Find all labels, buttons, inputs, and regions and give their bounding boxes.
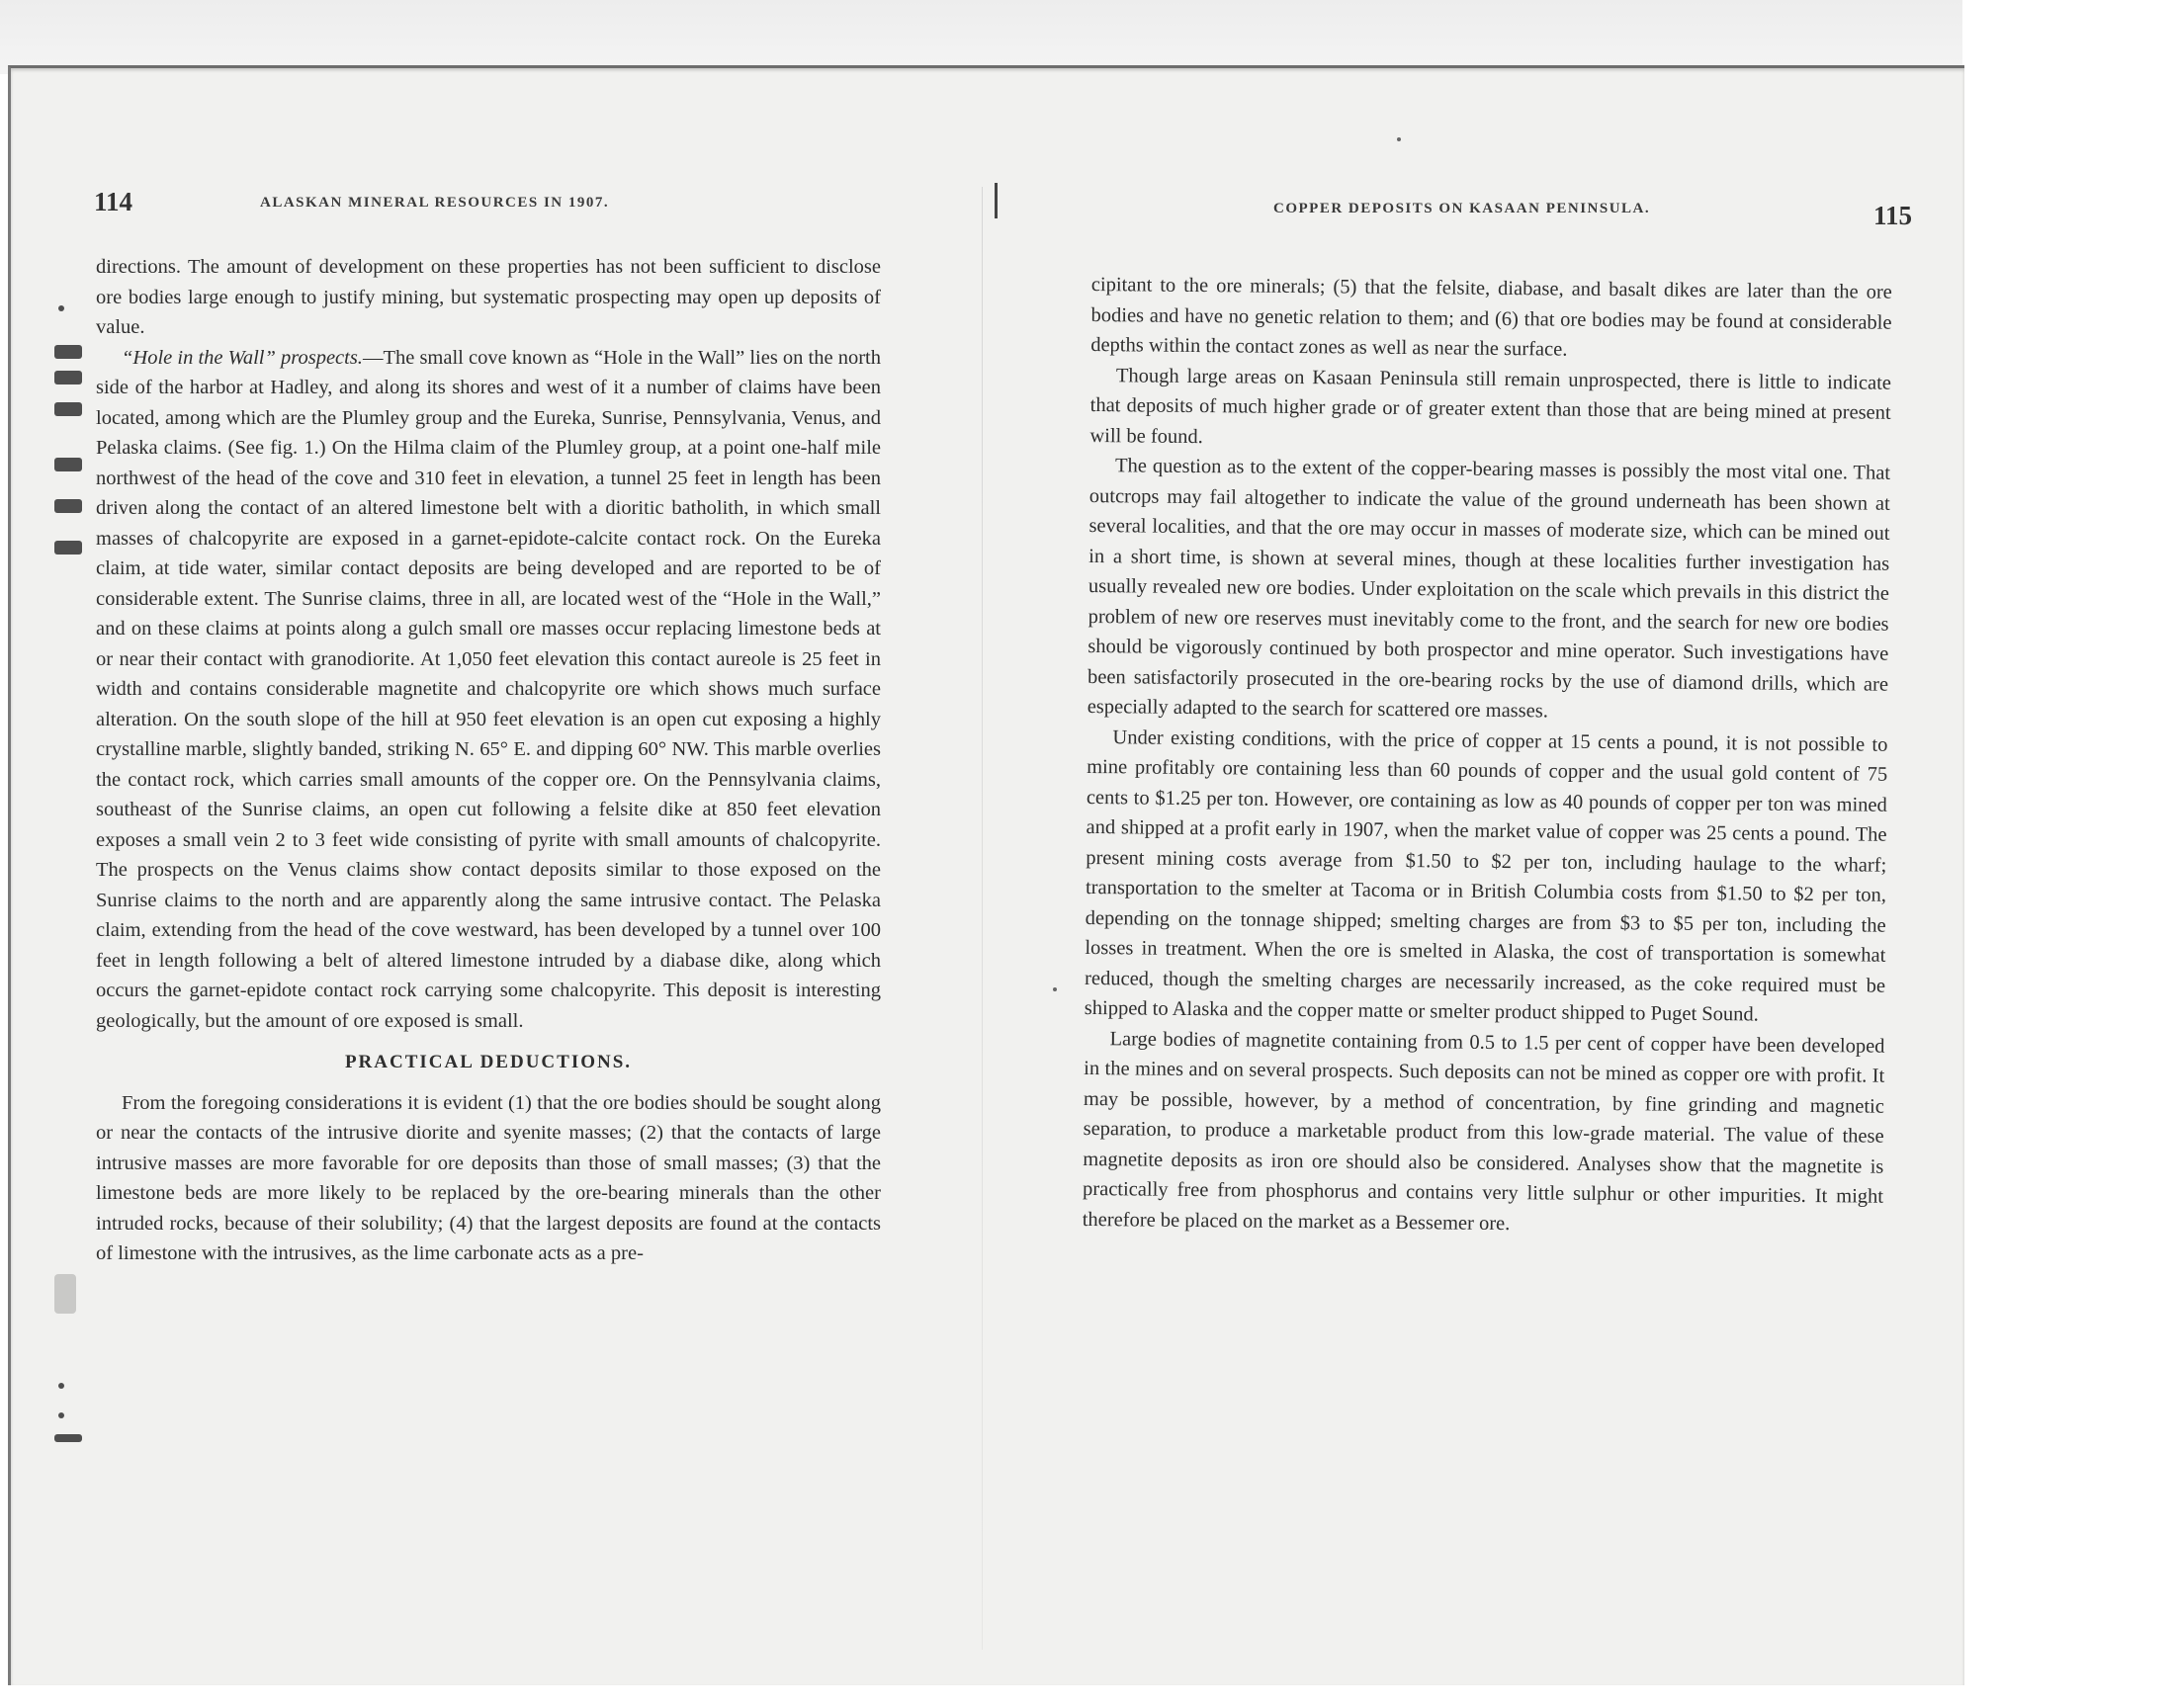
binding-mark bbox=[54, 541, 82, 555]
scanner-background-right bbox=[1962, 0, 2175, 1708]
binding-mark bbox=[54, 402, 82, 416]
paragraph: Large bodies of magnetite containing from 0.5 to 1.5 per cent of copper have been developed in the mines and on several prospects. Such deposits can not be mined as copper ore with profit. It may be possible, however, by a method of concentration, by fine grinding and magnetic separation, to produce a marketable product from this low-grade material. The value of these magnetite deposits as iron ore should also be considered. Analyses show that the magnetite is practically free from phosphorus and contains very little sulphur or other impurities. It might therefore be placed on the market as a Bessemer ore. bbox=[1082, 1027, 1885, 1235]
paragraph: Under existing conditions, with the price of copper at 15 cents a pound, it is not possible to mine profitably ore containing less than 60 pounds of copper and the usual gold content of 75 cents to $1.25 per ton. However, ore containing as low as 40 pounds of copper per ton was mined and shipped at a profit early in 1907, when the market value of copper was 25 cents a pound. The present mining costs average from $1.50 to $2 per ton, including haulage to the wharf; transportation to the smelter at Tacoma or in British Columbia costs from $1.50 to $2 per ton, depending on the tonnage shipped; smelting charges are from $3 to $5 per ton, including the losses in treatment. When the ore is smelted in Alaska, the cost of transportation is somewhat reduced, though the smelting charges are necessarily increased, as the coke required must be shipped to Alaska and the copper matte or smelter product shipped to Puget Sound. bbox=[1084, 726, 1888, 1026]
paragraph: cipitant to the ore minerals; (5) that the felsite, diabase, and basalt dikes are later than the ore bodies and have no genetic relation to them; and (6) that ore bodies may be found at considerable depths within the contact zones as well as near the surface. bbox=[1090, 273, 1892, 361]
binding-mark bbox=[54, 345, 82, 359]
binding-mark bbox=[54, 458, 82, 471]
binding-mark bbox=[58, 305, 64, 311]
scanner-background-top bbox=[0, 0, 2175, 74]
speck bbox=[1053, 987, 1057, 991]
binding-marks bbox=[54, 305, 94, 1511]
page-gutter bbox=[982, 187, 983, 1650]
book-spread bbox=[8, 65, 1964, 1685]
paragraph: The question as to the extent of the copper-bearing masses is possibly the most vital one. That outcrops may fail altogether to indicate the value of the ground underneath has been shown at several localities, and that the ore may occur in masses of moderate size, which can be mined out in a short time, is shown at several mines, though at these localities further investigation has usually revealed new ore bodies. Under exploitation on the scale which prevails in this district the problem of new ore reserves must inevitably come to the front, and the search for new ore bodies should be vigorously continued by both prospector and mine operator. Such investigations have been satisfactorily prosecuted in the ore-bearing rocks by the use of diamond drills, which are especially adapted to the search for scattered ore masses. bbox=[1087, 455, 1891, 723]
paragraph: directions. The amount of development on these properties has not been sufficient to disclose ore bodies large enough to justify mining, but systematic prospecting may open up deposits of value. bbox=[96, 256, 881, 338]
paragraph-text: —The small cove known as “Hole in the Wall” lies on the north side of the harbor at Hadley, and along its shores and west of it a number of claims have been located, among which are the Plumley group and the Eureka, Sunrise, Pennsylvania, Venus, and Pelaska claims. (See fig. 1.) On the Hilma claim of the Plumley group, at a point one-half mile northwest of the head of the cove and 310 feet in elevation, a tunnel 25 feet in length has been driven along the contact of an altered limestone belt with a dioritic batholith, in which small masses of chalcopyrite are exposed in a garnet-epidote-calcite contact rock. On the Eureka claim, at tide water, similar contact deposits are being developed and are reported to be of considerable extent. The Sunrise claims, three in all, are located west of the “Hole in the Wall,” and on these claims at points along a gulch small ore masses occur replacing limestone beds at or near their contact with granodiorite. At 1,050 feet elevation this contact aureole is 25 feet in width and contains considerable magnetite and chalcopyrite ore which shows much surface alteration. On the south slope of the hill at 950 feet elevation is an open cut exposing a highly crystalline marble, slightly banded, striking N. 65° E. and dipping 60° NW. This marble overlies the contact rock, which carries small amounts of the copper ore. On the Pennsylvania claims, southeast of the Sunrise claims, an open cut following a felsite dike at 850 feet elevation exposes a small vein 2 to 3 feet wide consisting of pyrite with small amounts of chalcopyrite. The prospects on the Venus claims show contact deposits similar to those exposed on the Sunrise claims to the north and are apparently along the same intrusive contact. The Pelaska claim, extending from the head of the cove westward, has been developed by a tunnel over 100 feet in length following a belt of altered limestone intruded by a diabase dike, along which occurs the garnet-epidote contact rock carrying some chalcopyrite. This deposit is interesting geologically, but the amount of ore exposed is small. bbox=[96, 346, 881, 1032]
right-page-body bbox=[1083, 270, 1892, 1242]
left-page-body bbox=[96, 252, 881, 1269]
paragraph: From the foregoing considerations it is evident (1) that the ore bodies should be sought along or near the contacts of the intrusive diorite and syenite masses; (2) that the contacts of large intrusive masses are more favorable for ore deposits than those of small masses; (3) that the limestone beds are more likely to be replaced by the ore-bearing minerals than the other intruded rocks, because of their solubility; (4) that the largest deposits are found at the contacts of limestone with the intrusives, as the lime carbonate acts as a pre- bbox=[96, 1091, 881, 1264]
page-number-right: 115 bbox=[1873, 201, 1913, 230]
binding-mark bbox=[54, 371, 82, 384]
binding-mark bbox=[54, 1434, 82, 1442]
page-number-left: 114 bbox=[94, 187, 133, 216]
paragraph-title: “Hole in the Wall” prospects. bbox=[122, 346, 363, 369]
paragraph: Though large areas on Kasaan Peninsula still remain unprospected, there is little to indicate that deposits of much higher grade or of greater extent than those that are being mined at present will be found. bbox=[1089, 364, 1892, 448]
running-head-left: ALASKAN MINERAL RESOURCES IN 1907. bbox=[260, 195, 610, 211]
paragraph bbox=[96, 343, 881, 1037]
faded-mark bbox=[54, 1274, 76, 1314]
binding-mark bbox=[58, 1412, 64, 1418]
binding-mark bbox=[54, 499, 82, 513]
speck bbox=[1397, 137, 1401, 141]
section-heading: PRACTICAL DEDUCTIONS. bbox=[344, 1052, 633, 1072]
binding-mark bbox=[58, 1383, 64, 1389]
gutter-mark bbox=[995, 183, 998, 218]
running-head-right: COPPER DEPOSITS ON KASAAN PENINSULA. bbox=[1273, 201, 1651, 216]
